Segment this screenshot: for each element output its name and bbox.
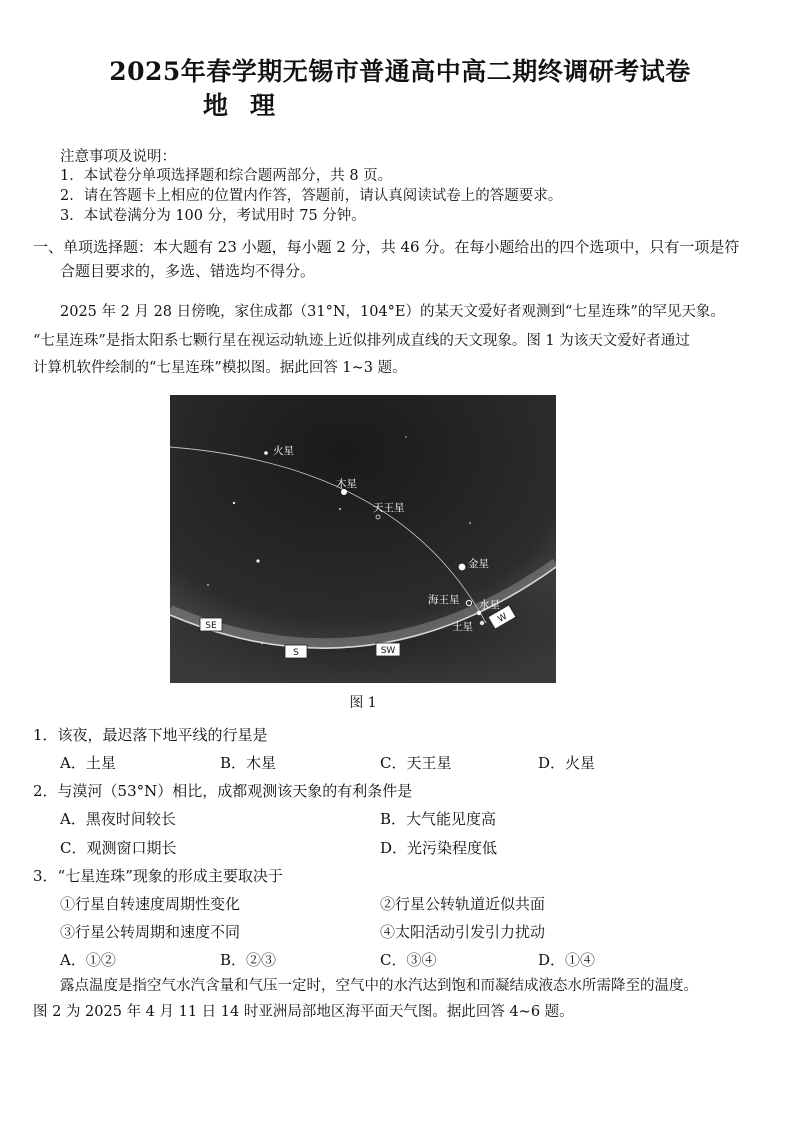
section1-line2: 合题目要求的，多选、错选均不得分。 (60, 262, 316, 280)
direction-sw: SW (380, 646, 396, 656)
venus-label: 金星 (468, 558, 489, 570)
mercury-marker (477, 611, 481, 615)
q3-statement-3: ③行星公转周期和速度不同 (60, 923, 241, 941)
q1-option-a: A．土星 (60, 754, 116, 772)
mercury-label: 水星 (479, 599, 500, 611)
star (207, 584, 209, 586)
q2-option-b: B．大气能见度高 (380, 810, 497, 828)
figure-1-seven-planets (170, 395, 556, 683)
note-item-3: 3．本试卷满分为 100 分，考试用时 75 分钟。 (60, 208, 366, 224)
mars-label: 火星 (273, 445, 294, 457)
q1-option-d: D．火星 (538, 754, 596, 772)
venus-marker (459, 564, 466, 571)
q1-option-b: B．木星 (220, 754, 277, 772)
direction-se: SE (205, 621, 217, 631)
q2-stem: 2．与漠河（53°N）相比，成都观测该天象的有利条件是 (33, 782, 413, 800)
passage1-line1: 2025 年 2 月 28 日傍晚，家住成都（31°N，104°E）的某天文爱好者观测到“七星连珠”的罕见天象。 (60, 304, 725, 320)
q3-statement-1: ①行星自转速度周期性变化 (60, 895, 241, 913)
q1-stem: 1．该夜，最迟落下地平线的行星是 (33, 726, 268, 744)
q3-statement-4: ④太阳活动引发引力扰动 (380, 923, 546, 941)
q2-option-a: A．黑夜时间较长 (60, 810, 176, 828)
passage1-line3: 计算机软件绘制的“七星连珠”模拟图。据此回答 1~3 题。 (33, 360, 407, 376)
note-item-2: 2．请在答题卡上相应的位置内作答，答题前，请认真阅读试卷上的答题要求。 (60, 188, 563, 204)
passage2-line2: 图 2 为 2025 年 4 月 11 日 14 时亚洲局部地区海平面天气图。据此回答 4~6 题。 (33, 1004, 574, 1020)
q2-option-c: C．观测窗口期长 (60, 839, 177, 857)
passage1-line2: “七星连珠”是指太阳系七颗行星在视运动轨迹上近似排列成直线的天文现象。图 1 为该天文爱好者通过 (33, 333, 690, 349)
q2-option-d: D．光污染程度低 (380, 839, 498, 857)
star (233, 502, 235, 504)
saturn-label: 土星 (452, 621, 473, 633)
figure-1-caption: 图 1 (349, 695, 377, 711)
q1-option-c: C．天王星 (380, 754, 452, 772)
q3-option-c: C．③④ (380, 951, 437, 969)
q3-statement-2: ②行星公转轨道近似共面 (380, 895, 546, 913)
uranus-label: 天王星 (373, 502, 405, 514)
saturn-marker (480, 621, 484, 625)
neptune-label: 海王星 (428, 594, 460, 606)
star (339, 508, 341, 510)
q3-option-b: B．②③ (220, 951, 277, 969)
mars-marker (264, 451, 268, 455)
subject-title: 地理 (203, 91, 298, 120)
q3-option-d: D．①④ (538, 951, 596, 969)
exam-title: 2025年春学期无锡市普通高中高二期终调研考试卷 (109, 57, 691, 86)
note-item-1: 1．本试卷分单项选择题和综合题两部分，共 8 页。 (60, 168, 393, 184)
q3-stem: 3．“七星连珠”现象的形成主要取决于 (33, 867, 283, 885)
direction-w: W (496, 611, 510, 625)
star (405, 436, 407, 438)
jupiter-label: 木星 (336, 478, 357, 490)
passage2-line1: 露点温度是指空气水汽含量和气压一定时，空气中的水汽达到饱和而凝结成液态水所需降至的温度。 (60, 978, 698, 994)
star (256, 559, 259, 562)
notes-heading: 注意事项及说明： (60, 149, 176, 165)
section1-line1: 一、单项选择题：本大题有 23 小题，每小题 2 分，共 46 分。在每小题给出的四个选项中，只有一项是符 (33, 238, 740, 256)
star (469, 522, 471, 524)
q3-option-a: A．①② (60, 951, 116, 969)
direction-s: S (293, 648, 299, 658)
star (261, 642, 263, 644)
